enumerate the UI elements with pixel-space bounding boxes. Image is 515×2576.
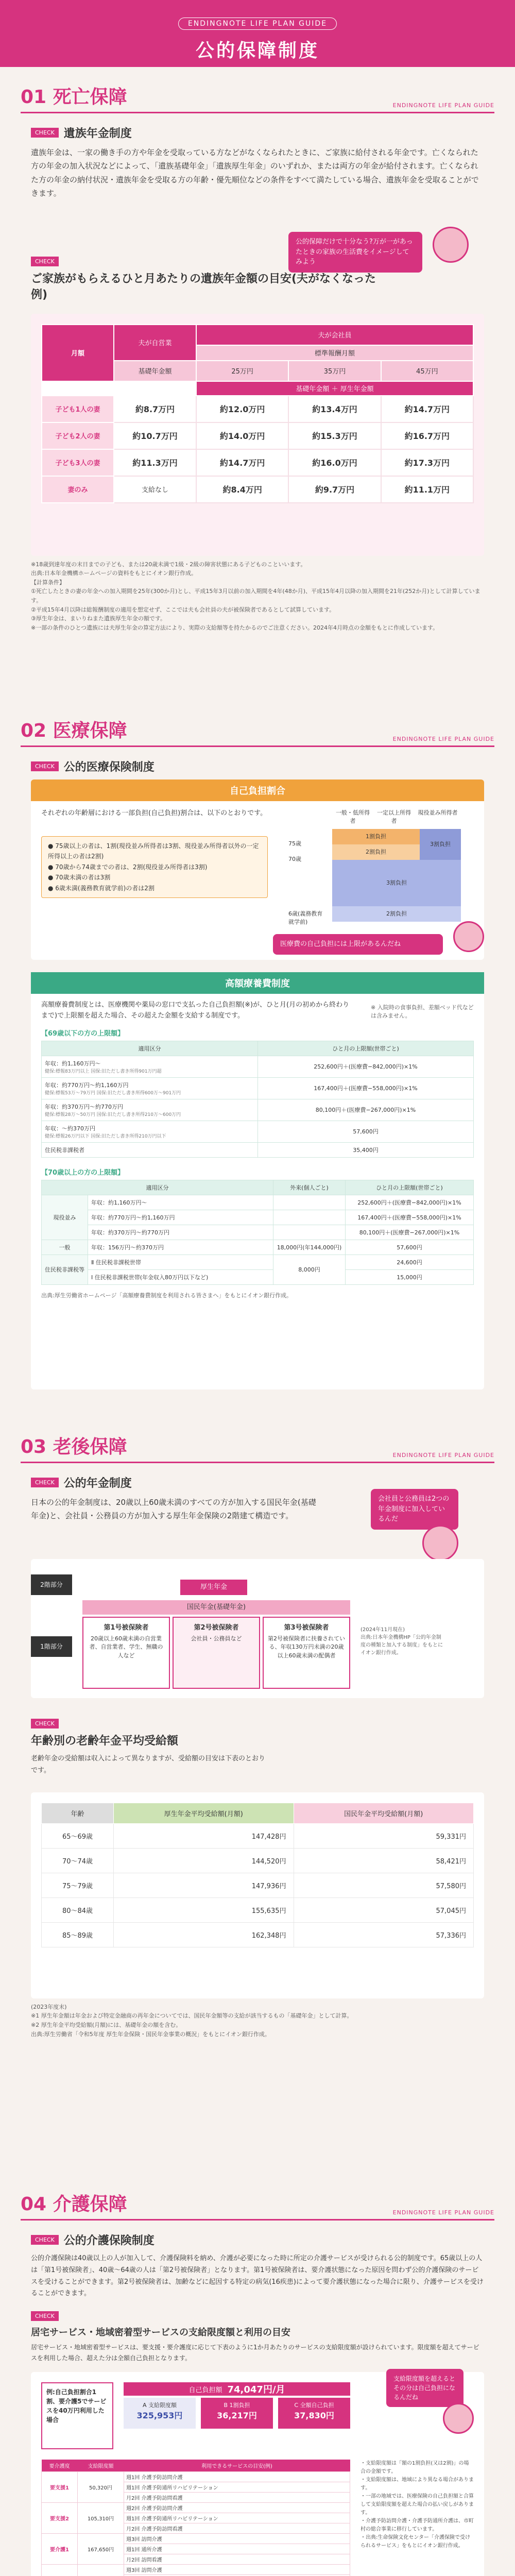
ratio-block: 2割負担 — [332, 906, 461, 922]
table-cell: 約12.0万円 — [196, 396, 288, 422]
table-cell: 支給なし — [114, 476, 196, 503]
section-death-protection — [0, 82, 515, 636]
table-cell: 57,045円 — [294, 1897, 474, 1922]
group-cell: 住民税非課税等 — [42, 1255, 88, 1284]
copay-item: ● 75歳以上の者は、1割(現役並み所得者は3割、現役並み所得者以外の一定所得以上の者は2割) — [48, 842, 259, 860]
row-detail: 健保:標報26万円以下 国保:旧ただし書き所得210万円以下 — [45, 1133, 166, 1139]
check-title: 遺族年金制度 — [63, 127, 132, 140]
check-label: CHECK — [31, 761, 59, 771]
care-service: 週3回 訪問介護 — [124, 2565, 350, 2575]
care-level: 要支援2 — [42, 2503, 78, 2534]
table-cell: 85〜89歳 — [42, 1922, 114, 1947]
care-limit-box — [31, 2372, 484, 2576]
table-cell: 252,600円＋(医療費−842,000円)×1% — [258, 1056, 474, 1077]
table-spacer — [114, 381, 196, 396]
table-header-cell: ひと月の上限額(世帯ごと) — [258, 1041, 474, 1056]
page-title: 公的保障制度 — [195, 40, 319, 61]
care-service: 週1回 介護予防訪問介護 — [124, 2472, 350, 2482]
table-cell: 57,336円 — [294, 1922, 474, 1947]
copay-item: ● 70歳未満の者は3割 — [48, 874, 111, 882]
table-cell: 年収：約370万円〜約770万円 — [88, 1225, 273, 1240]
care-service: 週1回 介護予防通所リハビリテーション — [124, 2482, 350, 2493]
high-cost-band: 高額療養費制度 — [31, 972, 484, 994]
mascot-icon — [443, 2403, 474, 2434]
example-c — [278, 2398, 350, 2429]
pension-bubble: 会社員と公務員は2つの年金制度に加入しているんだ — [371, 1489, 458, 1530]
table-header-cell: 適用区分 — [42, 1041, 258, 1056]
check-label: CHECK — [31, 2311, 59, 2321]
check-heading — [31, 2311, 484, 2321]
table-cell: 15,000円 — [345, 1269, 473, 1284]
table-row — [42, 1056, 258, 1077]
high-cost-box — [31, 972, 484, 1389]
example-a-label: A 支給限度額 — [142, 2402, 177, 2409]
copay-list — [41, 836, 268, 898]
table-row — [42, 1099, 258, 1121]
pension-table-title: ご家族がもらえるひと月あたりの遺族年金額の目安(夫がなくなった例) — [31, 273, 376, 301]
over70-table — [41, 1180, 474, 1285]
mascot-icon — [433, 227, 469, 263]
table-header-cell: 利用できるサービスの目安(例) — [201, 2464, 272, 2470]
example-c-label: C 全額自己負担 — [294, 2402, 334, 2409]
care-limit: 167,650円 — [78, 2534, 124, 2565]
care-bubble: 支給限度額を超えるとその分は自己負担になるんだね — [386, 2369, 464, 2407]
check-title: 公的年金制度 — [63, 1477, 132, 1490]
column-label: 一般・低所得者 — [336, 809, 370, 824]
pension-amount-box — [31, 1792, 484, 1998]
table-row — [42, 1077, 258, 1099]
table-header-cell: 夫が会社員 — [196, 325, 473, 345]
table-spacer — [42, 381, 114, 396]
care-limit-text: 居宅サービス・地域密着型サービスは、要支援・要介護度に応じて下表のように1か月あたりのサービスの支給限度額が設けられています。限度額を超えてサービスを利用した場合、超えた分は全額自己負担となります。 — [31, 2344, 479, 2362]
table-cell: 35,400円 — [258, 1142, 474, 1157]
copay-intro: それぞれの年齢層における一部負担(自己負担)割合は、以下のとおりです。 — [41, 809, 267, 817]
section-care-protection — [0, 2190, 515, 2576]
table-header-cell: 厚生年金平均受給額(月額) — [114, 1803, 294, 1823]
table-row-label: 妻のみ — [42, 476, 114, 503]
pension-amount-notes: (2023年度末) ※1 厚生年金額は年金および特定金融商の再年金についてでは、国民年金額等の支給が該当するもの「基礎年金」として計算。 ※2 厚生年金平均受給額(月額)には、基礎年金の額を含む。 出典:厚生労働省「令和5年度 厚生年金保険・国民年金事業の概況」をもとにイオン銀行作成。 — [31, 2003, 353, 2038]
age-label: 6歳(義務教育就学前) — [288, 910, 323, 925]
category-desc: 20歳以上60歳未満の自営業者、自営業者、学生、無職の人など — [89, 1635, 163, 1659]
table-row-label: 子ども3人の妻 — [42, 449, 114, 476]
kokumin-label: 国民年金(基礎年金) — [82, 1600, 350, 1615]
table-cell — [273, 1210, 345, 1225]
care-service: 週1回 介護予防通所リハビリテーション — [124, 2513, 350, 2523]
table-header-cell: 夫が自営業 — [114, 325, 196, 361]
care-service: 週1回 通所介護 — [124, 2544, 350, 2554]
column-label: 現役並み所得者 — [418, 809, 458, 816]
copay-item: ● 6歳未満(義務教育就学前)の者は2割 — [48, 884, 154, 892]
care-service: 月2回 訪問看護 — [124, 2554, 350, 2565]
table-row — [42, 1121, 258, 1142]
table-cell: 約15.3万円 — [288, 422, 381, 449]
section-title: 04 介護保障 — [21, 2194, 127, 2215]
care-limit — [78, 2565, 124, 2576]
table-header-cell: 要介護度 — [49, 2464, 70, 2470]
table-cell: 約17.3万円 — [381, 449, 473, 476]
section-medical-protection — [0, 716, 515, 1389]
check-label: CHECK — [31, 2235, 59, 2245]
example-b-label: B 1割負担 — [224, 2402, 250, 2409]
check-label: CHECK — [31, 128, 59, 138]
table-header-cell: 適用区分 — [42, 1180, 273, 1195]
kosei-label: 厚生年金 — [180, 1580, 247, 1595]
category-title: 第1号被保険者 — [104, 1623, 149, 1632]
group-cell: 一般 — [42, 1240, 88, 1255]
section-tag: ENDINGNOTE LIFE PLAN GUIDE — [392, 736, 494, 742]
check-heading — [31, 758, 484, 774]
care-limit-table — [41, 2460, 350, 2576]
table-cell: 167,400円＋(医療費−558,000円)×1% — [345, 1210, 473, 1225]
check-label: CHECK — [31, 257, 59, 266]
check-heading — [31, 125, 484, 141]
example-total-label: 自己負担額 — [188, 2386, 222, 2394]
table-cell: 約11.3万円 — [114, 449, 196, 476]
check-title: 公的医療保険制度 — [63, 761, 154, 774]
care-service: 月2回 介護予防訪問看護 — [124, 2523, 350, 2534]
table-cell: 約16.7万円 — [381, 422, 473, 449]
table-cell: 162,348円 — [114, 1922, 294, 1947]
row-detail: 健保:標報83万円以上 国保:旧ただし書き所得901万円超 — [45, 1069, 162, 1074]
care-service: 週3回 訪問介護 — [124, 2534, 350, 2544]
table-cell: 約14.7万円 — [381, 396, 473, 422]
table-cell: 80〜84歳 — [42, 1897, 114, 1922]
check-heading — [31, 1719, 484, 1728]
row-label: 年収：〜約370万円 — [45, 1125, 95, 1132]
high-cost-source: 出典:厚生労働省ホームページ「高額療養費制度を利用される皆さまへ」をもとにイオン銀行作成。 — [41, 1292, 293, 1299]
example-a-value: 325,953円 — [136, 2411, 183, 2421]
category-1 — [82, 1617, 170, 1689]
row-detail: 健保:標報53万〜79万円 国保:旧ただし書き所得600万〜901万円 — [45, 1090, 181, 1096]
table-header-cell: 基礎年金額 — [114, 361, 196, 381]
row-label: 年収：約1,160万円〜 — [45, 1060, 101, 1067]
table-header-cell: 45万円 — [381, 361, 473, 381]
example-total — [124, 2382, 350, 2396]
mascot-icon — [422, 1525, 458, 1561]
table-cell: 155,635円 — [114, 1897, 294, 1922]
care-note: ・介護予防訪問介護・介護予防通所介護は、市町村の総合事業に移行しています。 — [360, 2518, 474, 2533]
copay-bubble: 医療費の自己負担には上限があるんだね — [273, 934, 443, 955]
row-detail: 健保:標報28万〜50万円 国保:旧ただし書き所得210万〜600万円 — [45, 1112, 181, 1117]
category-title: 第2号被保険者 — [194, 1623, 239, 1632]
survivor-pension-text: 遺族年金は、一家の働き手の方や年金を受取っている方などがなくなられたときに、ご家族に給付される年金です。亡くなられた方の年金の加入状況などによって、「遺族基礎年金」「遺族厚生年金」のいずれか、または両方の年金が給付されます。亡くなられた方の年金の納付状況・遺族年金を受取る方の年齢・優先順位などの条件をすべて満たしている場合、遺族年金を受取ることができます。 — [31, 148, 479, 198]
over70-title: 【70歳以上の方の上限額】 — [41, 1168, 125, 1177]
category-2 — [173, 1617, 260, 1689]
mascot-icon — [453, 921, 484, 952]
header-subtitle: ENDINGNOTE LIFE PLAN GUIDE — [178, 18, 337, 30]
table-cell: 80,100円＋(医療費−267,000円)×1% — [345, 1225, 473, 1240]
table-cell: 24,600円 — [345, 1255, 473, 1269]
section-heading — [21, 2190, 494, 2221]
example-a — [124, 2398, 196, 2429]
table-cell: 57,580円 — [294, 1873, 474, 1897]
section-heading — [21, 716, 494, 747]
table-header-cell: 外来(個人ごと) — [273, 1180, 345, 1195]
care-note: ・一部の地域では、医療保険の自己負担額と合算して支給限度額を超えた場合の払い戻しがあります。 — [360, 2494, 474, 2516]
table-cell: 58,421円 — [294, 1848, 474, 1873]
care-service: 週2回 介護予防訪問介護 — [124, 2503, 350, 2513]
table-cell: 65〜69歳 — [42, 1823, 114, 1848]
table-header-cell: 標準報酬月額 — [196, 345, 473, 361]
table-cell: 59,331円 — [294, 1823, 474, 1848]
ratio-block: 1割負担 — [332, 829, 420, 844]
table-cell: 年収：約1,160万円〜 — [88, 1195, 273, 1210]
category-title: 第3号被保険者 — [284, 1623, 329, 1632]
table-cell: 約10.7万円 — [114, 422, 196, 449]
table-row-label: 子ども2人の妻 — [42, 422, 114, 449]
ratio-block: 2割負担 — [332, 844, 420, 860]
check-label: CHECK — [31, 1719, 59, 1728]
care-level — [42, 2565, 78, 2576]
ratio-block: 3割負担 — [332, 860, 461, 906]
check-label: CHECK — [31, 1478, 59, 1487]
floor2-label: 2階部分 — [31, 1574, 72, 1595]
check-heading — [31, 1475, 484, 1490]
copay-item: ● 70歳から74歳までの者は、2割(現役並み所得者は3割) — [48, 863, 208, 871]
care-note: ・出典:生命保険文化センター「介護保険で受けられるサービス」をもとにイオン銀行作成。 — [360, 2535, 470, 2549]
section-tag: ENDINGNOTE LIFE PLAN GUIDE — [392, 102, 494, 109]
table-cell: 約11.1万円 — [381, 476, 473, 503]
advice-bubble: 公的保障だけで十分なう?万が一があったときの家族の生活費をイメージしてみよう — [288, 232, 422, 273]
copay-box — [31, 779, 484, 960]
table-header-cell: 月額 — [42, 325, 114, 381]
example-b-value: 36,217円 — [217, 2411, 257, 2421]
care-note: ・支給限度額は、地域により異なる場合があります。 — [360, 2477, 474, 2492]
table-cell: 167,400円＋(医療費−558,000円)×1% — [258, 1077, 474, 1099]
section-tag: ENDINGNOTE LIFE PLAN GUIDE — [392, 1452, 494, 1459]
section-retirement-protection — [0, 1432, 515, 2043]
row-label: 住民税非課税者 — [45, 1146, 84, 1154]
check-heading — [31, 2232, 484, 2248]
table-cell — [273, 1195, 345, 1210]
table-cell: 70〜74歳 — [42, 1848, 114, 1873]
table-header-cell: 35万円 — [288, 361, 381, 381]
table-header-cell: ひと月の上限額(世帯ごと) — [345, 1180, 473, 1195]
pension-system-text: 日本の公的年金制度は、20歳以上60歳未満のすべての方が加入する国民年金(基礎年金)と、会社員・公務員の方が加入する厚生年金保険の2階建て構造です。 — [31, 1498, 316, 1521]
table-cell: 8,000円 — [273, 1255, 345, 1284]
table-cell: 約14.7万円 — [196, 449, 288, 476]
section-title: 02 医療保障 — [21, 720, 127, 741]
table-cell: 約9.7万円 — [288, 476, 381, 503]
pension-amount-text: 老齢年金の受給額は収入によって異なりますが、受給額の目安は下表のとおりです。 — [31, 1755, 266, 1775]
table-cell: 57,600円 — [258, 1121, 474, 1142]
example-c-value: 37,830円 — [294, 2411, 334, 2421]
care-limit: 50,320円 — [78, 2472, 124, 2503]
column-label: 一定以上所得者 — [377, 809, 411, 824]
page-header — [0, 0, 515, 67]
table-header-cell: 国民年金平均受給額(月額) — [294, 1803, 474, 1823]
example-lead: 例:自己負担割合1割、要介護5でサービスを40万円利用した場合 — [41, 2382, 113, 2449]
table-cell: 約16.0万円 — [288, 449, 381, 476]
section-tag: ENDINGNOTE LIFE PLAN GUIDE — [392, 2209, 494, 2216]
pension-amount-title: 年齢別の老齢年金平均受給額 — [31, 1734, 179, 1748]
example-b — [201, 2398, 273, 2429]
pension-amount-table — [41, 1803, 474, 1947]
table-row — [42, 1142, 258, 1157]
table-cell: 年収：156万円〜約370万円 — [88, 1240, 273, 1255]
table-header-cell: 基礎年金額 ＋ 厚生年金額 — [196, 381, 473, 396]
table-cell: 144,520円 — [114, 1848, 294, 1873]
care-level: 要介護1 — [42, 2534, 78, 2565]
care-limit-title: 居宅サービス・地域密着型サービスの支給限度額と利用の目安 — [31, 2327, 290, 2338]
example-total-value: 74,047円/月 — [227, 2384, 285, 2396]
table-cell — [273, 1225, 345, 1240]
table-cell: Ⅰ 住民税非課税世帯(年金収入80万円以下など) — [88, 1269, 273, 1284]
table-cell: 57,600円 — [345, 1240, 473, 1255]
table-cell: 75〜79歳 — [42, 1873, 114, 1897]
table-cell: 80,100円＋(医療費−267,000円)×1% — [258, 1099, 474, 1121]
table-cell: 約14.0万円 — [196, 422, 288, 449]
table-cell: 約8.7万円 — [114, 396, 196, 422]
care-notes — [360, 2460, 474, 2550]
row-label: 年収：約770万円〜約1,160万円 — [45, 1081, 129, 1089]
category-desc: 第2号被保険者に扶養されている、年収130万円未満の20歳以上60歳未満の配偶者 — [268, 1635, 345, 1659]
table-cell: 約8.4万円 — [196, 476, 288, 503]
floor1-label: 1階部分 — [31, 1636, 72, 1657]
section-title: 03 老後保障 — [21, 1436, 127, 1458]
pension-structure — [31, 1559, 484, 1698]
high-cost-intro: 高額療養費制度とは、医療機関や薬局の窓口で支払った自己負担額(※)が、ひと月(月の初めから終わりまで)で上限額を超えた場合、その超えた金額を支給する制度です。 — [41, 1001, 350, 1020]
ratio-block: 3割負担 — [420, 829, 461, 860]
row-label: 年収：約370万円〜約770万円 — [45, 1103, 123, 1110]
under70-table — [41, 1041, 474, 1158]
table-cell: 147,936円 — [114, 1873, 294, 1897]
category-3 — [263, 1617, 350, 1689]
age-label: 75歳 — [288, 840, 301, 847]
section-title: 01 死亡保障 — [21, 87, 127, 108]
table-header-cell: 年齢 — [42, 1803, 114, 1823]
section-heading — [21, 1432, 494, 1463]
table-cell: 年収：約770万円〜約1,160万円 — [88, 1210, 273, 1225]
table-cell: Ⅱ 住民税非課税世帯 — [88, 1255, 273, 1269]
care-level: 要支援1 — [42, 2472, 78, 2503]
pension-table — [41, 324, 474, 503]
check-title: 公的介護保険制度 — [63, 2234, 154, 2247]
category-desc: 会社員・公務員など — [191, 1635, 242, 1642]
copay-chart — [288, 808, 474, 927]
table-header-cell: 支給限度額 — [88, 2464, 114, 2470]
section-heading — [21, 82, 494, 113]
table-header-cell: 25万円 — [196, 361, 288, 381]
pension-table-box — [31, 314, 484, 556]
table-cell: 18,000円(年144,000円) — [273, 1240, 345, 1255]
structure-note: (2024年11月現在) 出典:日本年金機構HP「公的年金制度の種類と加入する制度」をもとにイオン銀行作成。 — [360, 1626, 443, 1656]
group-cell: 現役並み — [42, 1195, 88, 1240]
table-cell: 252,600円＋(医療費−842,000円)×1% — [345, 1195, 473, 1210]
table-cell: 約13.4万円 — [288, 396, 381, 422]
pension-notes: ※18歳到達年度の末日までの子ども、または20歳未満で1級・2級の障害状態にある子どものこといいます。 出典:日本年金機構ホームページの資料をもとにイオン銀行作成。 【計算条件】 ①死亡したときの妻の年金への加入期間を25年(300か月)とし、平成15年3月以前の加入期間を4年(48か月)、平成15年4月以降の加入期間を21年(252か月)として計算しています。 ②平成15年4月以降は総報酬制度の適用を想定せず、ここでは夫も会社員の夫が被保険者であるとして試算しています。 ③厚生年金は、まいりねまた遺族厚生年金の額です。 ※一部の条件のひとつ遺族には夫厚生年金の算定方法により、実際の支給額等を持たかるのでご注意ください。2024年4月時点の金額をもとに作成しています。 — [31, 561, 480, 631]
table-row-label: 子ども1人の妻 — [42, 396, 114, 422]
age-label: 70歳 — [288, 856, 301, 862]
care-service: 月2回 介護予防訪問看護 — [124, 2493, 350, 2503]
care-limit: 105,310円 — [78, 2503, 124, 2534]
care-note: ・支給限度額は「額の1割負担(又は2割)」の場合の金額です。 — [360, 2461, 469, 2475]
table-cell: 147,428円 — [114, 1823, 294, 1848]
care-insurance-text: 公的介護保険は40歳以上の人が加入して、介護保険料を納め、介護が必要になった時に所定の介護サービスが受けられる公的制度です。65歳以上の人は「第1号被保険者」、40歳〜64歳の人は「第2号被保険者」となります。第1号被保険者は、要介護状態になった原因を問わず公的介護保険のサービスを受けることができます。第2号被保険者は、加齢などに起因する特定の病気(16疾患)によって要介護状態になった場合に限り、介護サービスを受けることができます。 — [31, 2255, 484, 2298]
copay-band: 自己負担割合 — [31, 779, 484, 801]
under70-title: 【69歳以下の方の上限額】 — [41, 1029, 125, 1038]
high-cost-note: ※ 入院時の食事負担、差額ベッド代などは含みません。 — [371, 1004, 474, 1019]
